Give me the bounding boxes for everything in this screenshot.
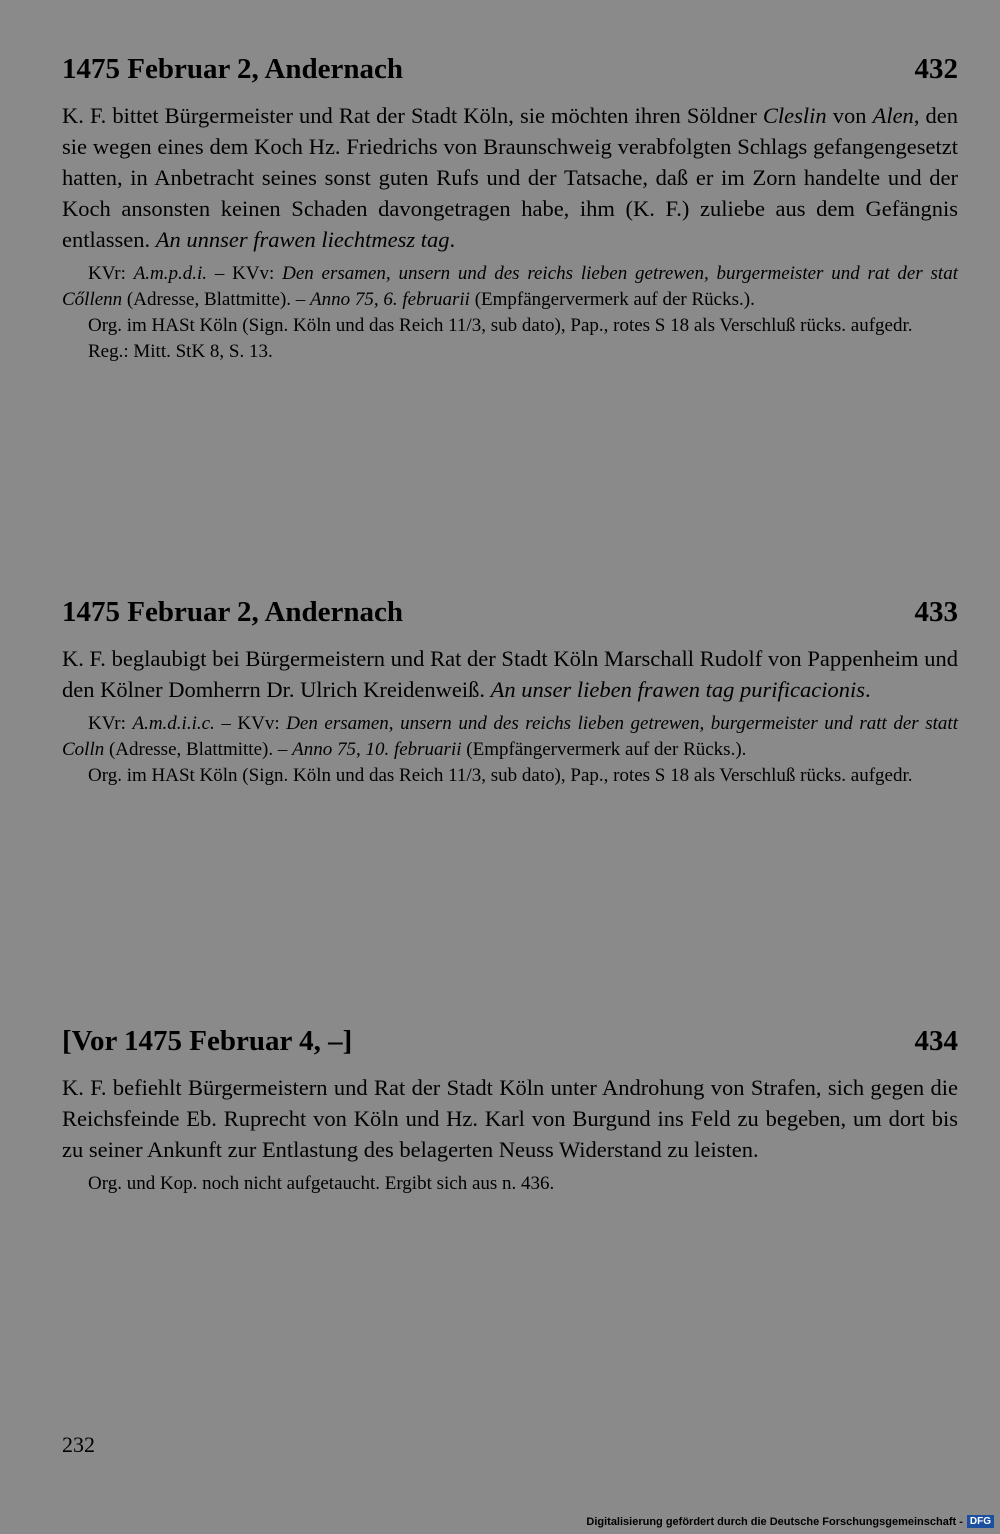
text-run: (Adresse, Blattmitte). – <box>122 289 311 310</box>
entry-summary <box>62 643 958 705</box>
text-run: K. F. bittet Bürgermeister und Rat der Stadt Köln, sie möchten ihren Söldner <box>62 103 763 128</box>
text-run: (Empfängervermerk auf der Rücks.). <box>469 289 755 310</box>
italic-text-run: Alen <box>872 103 914 128</box>
text-run: . <box>449 227 456 252</box>
entry-date-place: 1475 Februar 2, Andernach <box>62 596 404 628</box>
text-run: – KVv: <box>214 713 287 734</box>
text-run: (Adresse, Blattmitte). – <box>104 739 293 760</box>
note-paragraph <box>62 261 958 313</box>
italic-text-run: Cleslin <box>762 103 827 128</box>
footer-text: Digitalisierung gefördert durch die Deutsche Forschungsgemeinschaft - <box>586 1515 963 1528</box>
entry-notes <box>62 711 958 789</box>
footer-credit <box>586 1515 994 1528</box>
dfg-logo: DFG <box>967 1515 994 1528</box>
entry-number: 434 <box>914 1025 958 1057</box>
text-run: KVr: <box>88 713 133 734</box>
text-run: . <box>864 677 871 702</box>
page-number: 232 <box>62 1432 95 1457</box>
text-run: – KVv: <box>207 263 283 284</box>
text-run: Reg.: Mitt. StK 8, S. 13. <box>88 341 273 362</box>
note-paragraph <box>62 313 958 339</box>
text-run: K. F. befiehlt Bürgermeistern und Rat der Stadt Köln unter Androhung von Strafen, sich gegen die Reichsfeinde Eb. Ruprecht von Köln und Hz. Karl von Burgund ins Feld zu begeben, um dort bis zu seiner Ankunft zur Entlastung des belagerten Neuss Widerstand zu leisten. <box>62 1075 958 1162</box>
text-run: Org. und Kop. noch nicht aufgetaucht. Ergibt sich aus n. 436. <box>88 1173 555 1194</box>
entry-notes <box>62 1171 958 1197</box>
italic-text-run: Den ersamen, unsern und des reichs lieben getrewen, burgermeister und rat der stat Cőllenn <box>62 263 958 310</box>
italic-text-run: A.m.p.d.i. <box>133 263 208 284</box>
text-run: K. F. beglaubigt bei Bürgermeistern und Rat der Stadt Köln Marschall Rudolf von Pappenheim und den Kölner Domherrn Dr. Ulrich Kreidenweiß. <box>62 646 958 702</box>
text-run: , den sie wegen eines dem Koch Hz. Friedrichs von Braunschweig verabfolgten Schlags gefangengesetzt hatten, in Anbetracht seines sonst guten Rufs und der Tatsache, daß er im Zorn handelte und der Koch ansonsten keinen Schaden davongetragen habe, ihm (K. F.) zuliebe aus dem Gefängnis entlassen. <box>62 103 958 252</box>
italic-text-run: Den ersamen, unsern und des reichs lieben getrewen, burgermeister und ratt der statt Colln <box>62 713 958 760</box>
entry-date-place: 1475 Februar 2, Andernach <box>62 53 404 85</box>
note-paragraph <box>62 1171 958 1197</box>
entry-date-place: [Vor 1475 Februar 4, –] <box>62 1025 353 1057</box>
entry-433 <box>62 595 958 789</box>
text-run: KVr: <box>88 263 134 284</box>
entry-number: 433 <box>914 596 958 628</box>
entry-heading <box>62 595 958 629</box>
text-run: Org. im HASt Köln (Sign. Köln und das Reich 11/3, sub dato), Pap., rotes S 18 als Verschluß rücks. aufgedr. <box>88 765 913 786</box>
text-run: von <box>826 103 873 128</box>
italic-text-run: An unnser frawen liechtmesz tag <box>155 227 450 252</box>
italic-text-run: Anno 75, 10. februarii <box>292 739 462 760</box>
note-paragraph <box>62 339 958 365</box>
entry-summary <box>62 1072 958 1165</box>
entry-notes <box>62 261 958 365</box>
text-run: Org. im HASt Köln (Sign. Köln und das Reich 11/3, sub dato), Pap., rotes S 18 als Verschluß rücks. aufgedr. <box>88 315 913 336</box>
entry-number: 432 <box>914 53 958 85</box>
text-run: (Empfängervermerk auf der Rücks.). <box>461 739 747 760</box>
italic-text-run: A.m.d.i.i.c. <box>132 713 215 734</box>
entry-434 <box>62 1024 958 1197</box>
entry-heading <box>62 1024 958 1058</box>
italic-text-run: An unser lieben frawen tag purificacionis <box>490 677 865 702</box>
italic-text-run: Anno 75, 6. februarii <box>310 289 470 310</box>
entry-432 <box>62 52 958 365</box>
note-paragraph <box>62 763 958 789</box>
note-paragraph <box>62 711 958 763</box>
entry-summary <box>62 100 958 255</box>
entry-heading <box>62 52 958 86</box>
